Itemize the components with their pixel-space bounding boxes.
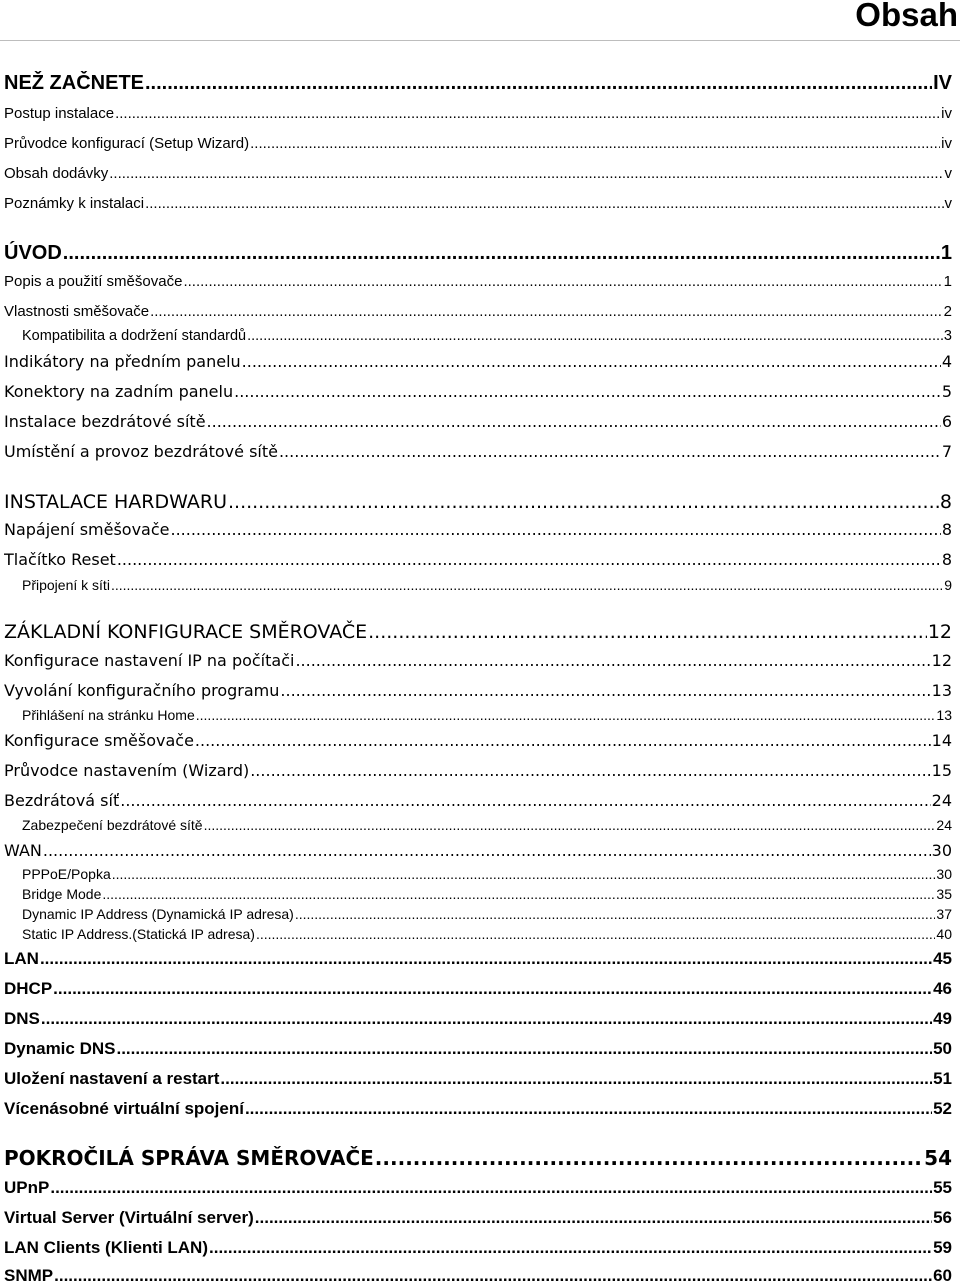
toc-entry[interactable] [4, 490, 952, 514]
toc-entry-page: 40 [936, 926, 952, 942]
toc-entry[interactable] [4, 164, 952, 184]
toc-entry-page: 12 [927, 621, 952, 643]
toc-entry-label: DNS [4, 1009, 40, 1028]
dot-leader [115, 104, 940, 124]
toc-entry-page: 60 [933, 1266, 952, 1285]
dot-leader [234, 381, 941, 403]
toc-entry-label: Vícenásobné virtuální spojení [4, 1099, 244, 1118]
toc-entry[interactable] [22, 576, 952, 594]
toc-entry[interactable] [4, 1237, 952, 1259]
toc-entry[interactable] [4, 1207, 952, 1229]
toc-entry[interactable] [22, 816, 952, 834]
toc-entry-page: 2 [943, 303, 952, 320]
toc-entry-page: 52 [933, 1099, 952, 1118]
toc-entry-page: 55 [933, 1178, 952, 1197]
toc-entry-page: 59 [933, 1238, 952, 1257]
dot-leader [255, 1207, 932, 1229]
dot-leader [111, 576, 943, 594]
toc-entry-page: 1 [940, 242, 952, 264]
dot-leader [242, 351, 941, 373]
toc-entry-label: Tlačítko Reset [4, 550, 116, 569]
toc-entry-label: Bezdrátová síť [4, 791, 120, 810]
toc-entry-page: v [944, 195, 952, 212]
dot-leader [102, 885, 935, 903]
dot-leader [109, 164, 943, 184]
toc-entry[interactable] [4, 1068, 952, 1090]
toc-entry-label: INSTALACE HARDWARU [4, 491, 227, 513]
toc-entry-label: Průvodce nastavením (Wizard) [4, 761, 250, 780]
toc-entry[interactable] [4, 790, 952, 812]
toc-entry[interactable] [4, 351, 952, 373]
dot-leader [204, 816, 936, 834]
toc-entry-label: Instalace bezdrátové sítě [4, 412, 206, 431]
toc-entry-page: 51 [933, 1069, 952, 1088]
toc-entry[interactable] [4, 730, 952, 752]
toc-entry-page: 12 [931, 651, 952, 670]
toc-entry-page: 35 [936, 886, 952, 902]
toc-entry-label: NEŽ ZAČNETE [4, 72, 144, 94]
dot-leader [117, 549, 941, 571]
toc-entry-page: 50 [933, 1039, 952, 1058]
toc-entry-label: Bridge Mode [22, 886, 102, 902]
toc-entry[interactable] [4, 272, 952, 292]
dot-leader [171, 519, 941, 541]
toc-entry-label: LAN [4, 949, 39, 968]
dot-leader [40, 948, 932, 970]
dot-leader [279, 441, 941, 463]
toc-entry[interactable] [4, 134, 952, 154]
dot-leader [50, 1177, 932, 1199]
toc-entry[interactable] [4, 411, 952, 433]
toc-entry-label: UPnP [4, 1178, 50, 1197]
dot-leader [196, 706, 936, 724]
toc-entry-page: 24 [936, 817, 952, 833]
toc-entry-label: WAN [4, 841, 42, 860]
toc-entry-label: POKROČILÁ SPRÁVA SMĚROVAČE [4, 1146, 374, 1170]
toc-entry-label: Static IP Address.(Statická IP adresa) [22, 926, 255, 942]
toc-entry-label: LAN Clients (Klienti LAN) [4, 1238, 208, 1257]
toc-entry-page: 8 [941, 550, 952, 569]
toc-entry[interactable] [4, 948, 952, 970]
dot-leader [54, 1265, 932, 1287]
dot-leader [250, 760, 930, 782]
toc-entry[interactable] [4, 302, 952, 322]
title-divider [0, 40, 960, 41]
toc-entry[interactable] [22, 925, 952, 943]
toc-entry-label: Zabezpečení bezdrátové sítě [22, 817, 203, 833]
toc-entry[interactable] [4, 650, 952, 672]
toc-entry[interactable] [4, 194, 952, 214]
dot-leader [375, 1146, 923, 1170]
toc-entry-label: Obsah dodávky [4, 165, 109, 182]
toc-entry-page: 13 [936, 707, 952, 723]
dot-leader [280, 680, 930, 702]
dot-leader [53, 978, 932, 1000]
toc-entry-label: Dynamic IP Address (Dynamická IP adresa) [22, 906, 294, 922]
toc-entry[interactable] [4, 840, 952, 862]
toc-entry-page: 15 [931, 761, 952, 780]
toc-entry-label: Popis a použití směšovače [4, 273, 183, 290]
dot-leader [43, 840, 931, 862]
toc-entry-page: IV [933, 72, 952, 94]
toc-entry[interactable] [4, 71, 952, 95]
toc-entry[interactable] [4, 441, 952, 463]
dot-leader [112, 865, 936, 883]
toc-entry[interactable] [4, 1265, 952, 1287]
toc-entry-label: Uložení nastavení a restart [4, 1069, 220, 1088]
dot-leader [41, 1008, 932, 1030]
dot-leader [209, 1237, 932, 1259]
dot-leader [116, 1038, 932, 1060]
toc-entry-label: DHCP [4, 979, 53, 998]
page-title: Obsah [855, 0, 958, 33]
toc-entry-page: iv [941, 135, 952, 152]
toc-entry-page: 6 [941, 412, 952, 431]
dot-leader [220, 1068, 932, 1090]
toc-entry-label: Kompatibilita a dodržení standardů [22, 328, 247, 344]
dot-leader [120, 790, 930, 812]
dot-leader [183, 272, 942, 292]
dot-leader [247, 327, 943, 345]
toc-entry[interactable] [22, 706, 952, 724]
toc-entry-page: 24 [931, 791, 952, 810]
toc-entry-page: 37 [936, 906, 952, 922]
toc-entry-label: PPPoE/Popka [22, 866, 111, 882]
dot-leader [63, 241, 940, 265]
toc-entry-page: 13 [931, 681, 952, 700]
toc-entry[interactable] [4, 760, 952, 782]
toc-entry-label: Vlastnosti směšovače [4, 303, 150, 320]
toc-entry-page: 8 [939, 491, 952, 513]
toc-entry[interactable] [4, 519, 952, 541]
toc-entry-page: 54 [924, 1146, 952, 1170]
dot-leader [145, 71, 932, 95]
toc-entry-label: Vyvolání konfiguračního programu [4, 681, 280, 700]
toc-entry[interactable] [4, 1008, 952, 1030]
toc-entry[interactable] [4, 1038, 952, 1060]
toc-entry-label: Připojení k síti [22, 577, 110, 593]
dot-leader [150, 302, 943, 322]
toc-entry-label: Napájení směšovače [4, 520, 170, 539]
toc-entry[interactable] [4, 1098, 952, 1120]
dot-leader [207, 411, 941, 433]
toc-entry-label: SNMP [4, 1266, 54, 1285]
toc-entry[interactable] [22, 327, 952, 345]
toc-entry-label: Průvodce konfigurací (Setup Wizard) [4, 135, 250, 152]
toc-entry-page: 30 [931, 841, 952, 860]
dot-leader [250, 134, 940, 154]
toc-entry-label: Postup instalace [4, 105, 115, 122]
toc-entry[interactable] [22, 885, 952, 903]
toc-entry-label: Přihlášení na stránku Home [22, 707, 195, 723]
toc-entry[interactable] [4, 381, 952, 403]
toc-entry-label: Umístění a provoz bezdrátové sítě [4, 442, 278, 461]
dot-leader [228, 490, 939, 514]
toc-entry-page: 4 [941, 352, 952, 371]
dot-leader [368, 620, 927, 644]
toc-entry-page: v [944, 165, 952, 182]
toc-entry-label: Dynamic DNS [4, 1039, 116, 1058]
toc-entry[interactable] [22, 865, 952, 883]
dot-leader [245, 1098, 932, 1120]
toc-entry-page: 49 [933, 1009, 952, 1028]
toc-entry-page: 3 [943, 328, 952, 344]
toc-entry[interactable] [4, 1177, 952, 1199]
toc-entry-label: Indikátory na předním panelu [4, 352, 241, 371]
dot-leader [295, 650, 930, 672]
toc-entry-label: Konfigurace nastavení IP na počítači [4, 651, 295, 670]
toc-entry-page: 7 [941, 442, 952, 461]
toc-entry-page: 56 [933, 1208, 952, 1227]
toc-entry-page: 9 [944, 577, 952, 593]
toc-entry-page: 46 [933, 979, 952, 998]
toc-entry[interactable] [4, 978, 952, 1000]
toc-entry-label: ÚVOD [4, 242, 62, 264]
toc-entry-page: iv [941, 105, 952, 122]
toc-entry[interactable] [4, 680, 952, 702]
dot-leader [256, 925, 935, 943]
toc-entry[interactable] [4, 620, 952, 644]
toc-entry-page: 5 [941, 382, 952, 401]
toc-entry-page: 45 [933, 949, 952, 968]
toc-entry[interactable] [4, 1146, 952, 1170]
toc-entry-label: Poznámky k instalaci [4, 195, 145, 212]
toc-entry-label: Virtual Server (Virtuální server) [4, 1208, 254, 1227]
toc-entry-page: 8 [941, 520, 952, 539]
toc-entry[interactable] [4, 241, 952, 265]
dot-leader [145, 194, 943, 214]
toc-entry[interactable] [4, 549, 952, 571]
toc-entry-label: Konektory na zadním panelu [4, 382, 234, 401]
dot-leader [195, 730, 931, 752]
toc-entry[interactable] [4, 104, 952, 124]
toc-entry-label: ZÁKLADNÍ KONFIGURACE SMĚROVAČE [4, 621, 368, 643]
toc-entry-page: 1 [943, 273, 952, 290]
dot-leader [295, 905, 936, 923]
toc-entry-label: Konfigurace směšovače [4, 731, 194, 750]
toc-entry-page: 30 [936, 866, 952, 882]
toc-entry[interactable] [22, 905, 952, 923]
toc-entry-page: 14 [931, 731, 952, 750]
